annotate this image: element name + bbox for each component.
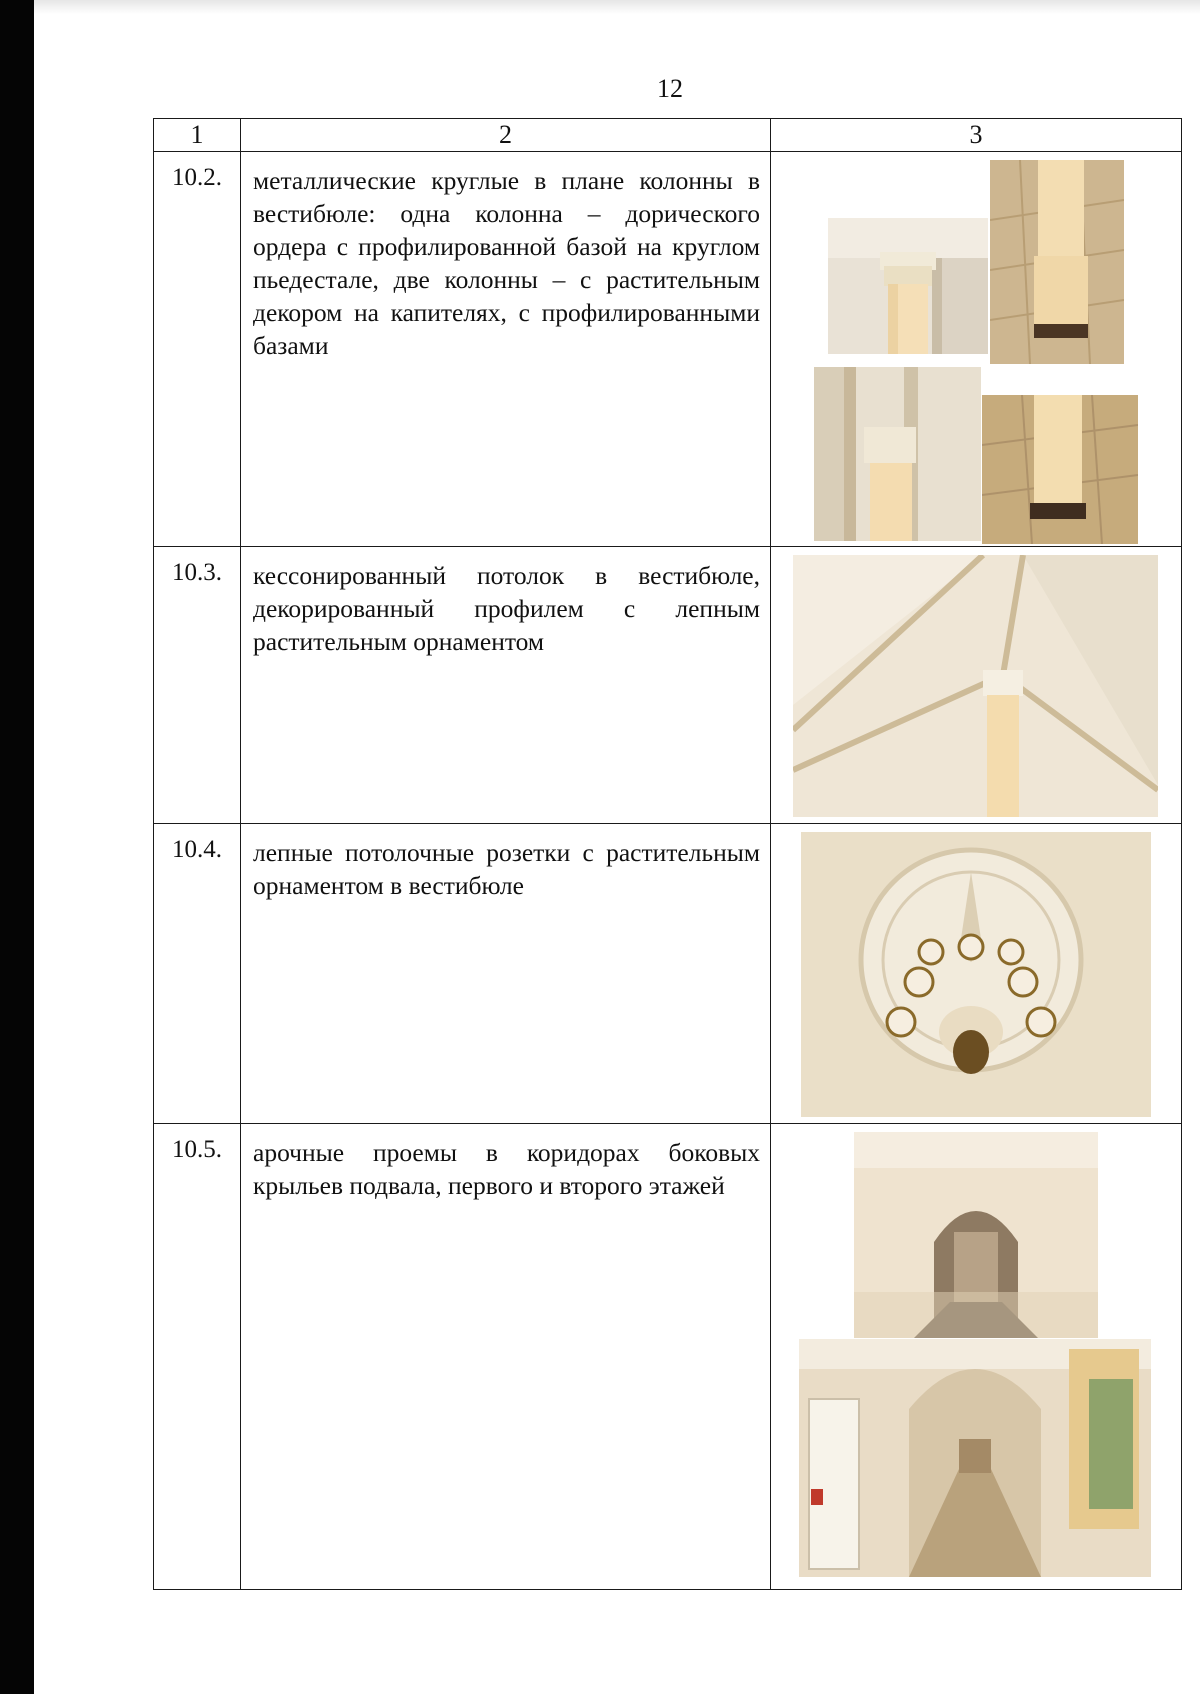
row-number: 10.3. — [154, 547, 241, 824]
table-row — [154, 152, 1182, 547]
row-description: арочные проемы в коридорах боковых крыльев подвала, первого и второго этажей — [241, 1124, 771, 1590]
photo-column-base — [990, 160, 1124, 364]
row-photos — [771, 824, 1182, 1124]
row-number: 10.2. — [154, 152, 241, 547]
photo-coffered-ceiling — [793, 555, 1158, 817]
table-row — [154, 824, 1182, 1124]
row-number: 10.4. — [154, 824, 241, 1124]
row-number: 10.5. — [154, 1124, 241, 1590]
row-description: кессонированный потолок в вестибюле, декорированный профилем с лепным растительным орнаментом — [241, 547, 771, 824]
monument-elements-table — [153, 118, 1182, 1590]
column-header-1: 1 — [154, 119, 241, 152]
table-row — [154, 547, 1182, 824]
row-description: лепные потолочные розетки с растительным орнаментом в вестибюле — [241, 824, 771, 1124]
photo-column-capital-2 — [814, 367, 981, 541]
row-photos — [771, 152, 1182, 547]
photo-arched-corridor — [854, 1132, 1098, 1338]
photo-long-corridor — [799, 1339, 1151, 1577]
photo-ceiling-rosette — [801, 832, 1151, 1117]
column-header-3: 3 — [771, 119, 1182, 152]
table-row — [154, 1124, 1182, 1590]
page-number: 12 — [657, 74, 683, 103]
column-header-2: 2 — [241, 119, 771, 152]
row-photos — [771, 547, 1182, 824]
row-description: металлические круглые в плане колонны в вестибюле: одна колонна – дорического ордера с профилированной базой на круглом пьедестале, две колонны – с растительным декором на капителях, с профилированными базами — [241, 152, 771, 547]
scan-top-noise — [34, 0, 1200, 14]
row-photos — [771, 1124, 1182, 1590]
scan-edge — [0, 0, 34, 1694]
table-header-row — [154, 119, 1182, 152]
photo-column-capital — [828, 218, 988, 354]
photo-column-base-2 — [982, 395, 1138, 544]
